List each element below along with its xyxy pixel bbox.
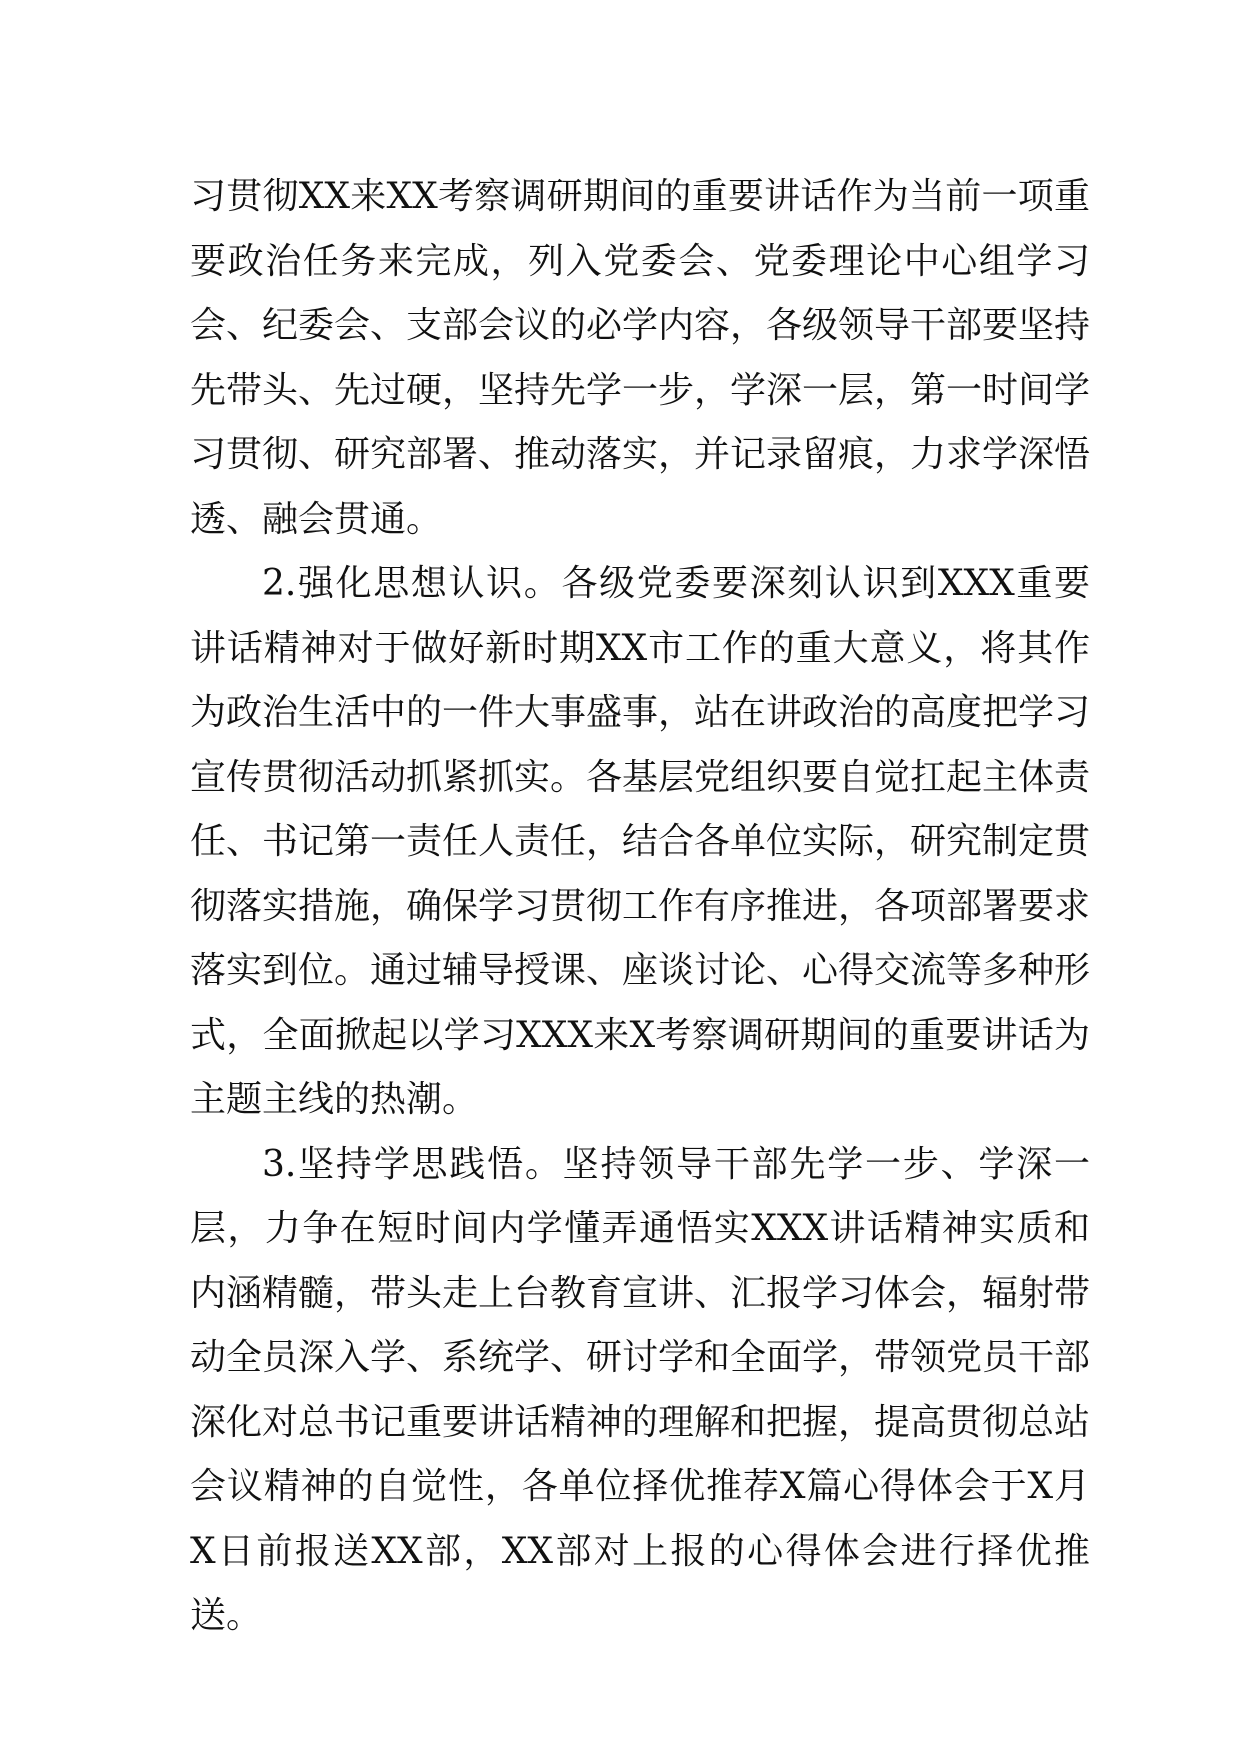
paragraph-continuation: 习贯彻XX来XX考察调研期间的重要讲话作为当前一项重要政治任务来完成，列入党委会、党委理论中心组学习会、纪委会、支部会议的必学内容，各级领导干部要坚持先带头、先过硬，坚持先学一步，学深一层，第一时间学习贯彻、研究部署、推动落实，并记录留痕，力求学深悟透、融会贯通。 — [190, 176, 1091, 540]
paragraph-strengthen-awareness: 2.强化思想认识。各级党委要深刻认识到XXX重要讲话精神对于做好新时期XX市工作的重大意义，将其作为政治生活中的一件大事盛事，站在讲政治的高度把学习宣传贯彻活动抓紧抓实。各基层党组织要自觉扛起主体责任、书记第一责任人责任，结合各单位实际，研究制定贯彻落实措施，确保学习贯彻工作有序推进，各项部署要求落实到位。通过辅导授课、座谈讨论、心得交流等多种形式，全面掀起以学习XXX来X考察调研期间的重要讲话为主题主线的热潮。 — [190, 563, 1091, 1120]
document-body — [190, 165, 1090, 1649]
paragraph-study-practice: 3.坚持学思践悟。坚持领导干部先学一步、学深一层，力争在短时间内学懂弄通悟实XXX讲话精神实质和内涵精髓，带头走上台教育宣讲、汇报学习体会，辐射带动全员深入学、系统学、研讨学和全面学，带领党员干部深化对总书记重要讲话精神的理解和把握，提高贯彻总站会议精神的自觉性，各单位择优推荐X篇心得体会于X月X日前报送XX部，XX部对上报的心得体会进行择优推送。 — [190, 1143, 1091, 1636]
